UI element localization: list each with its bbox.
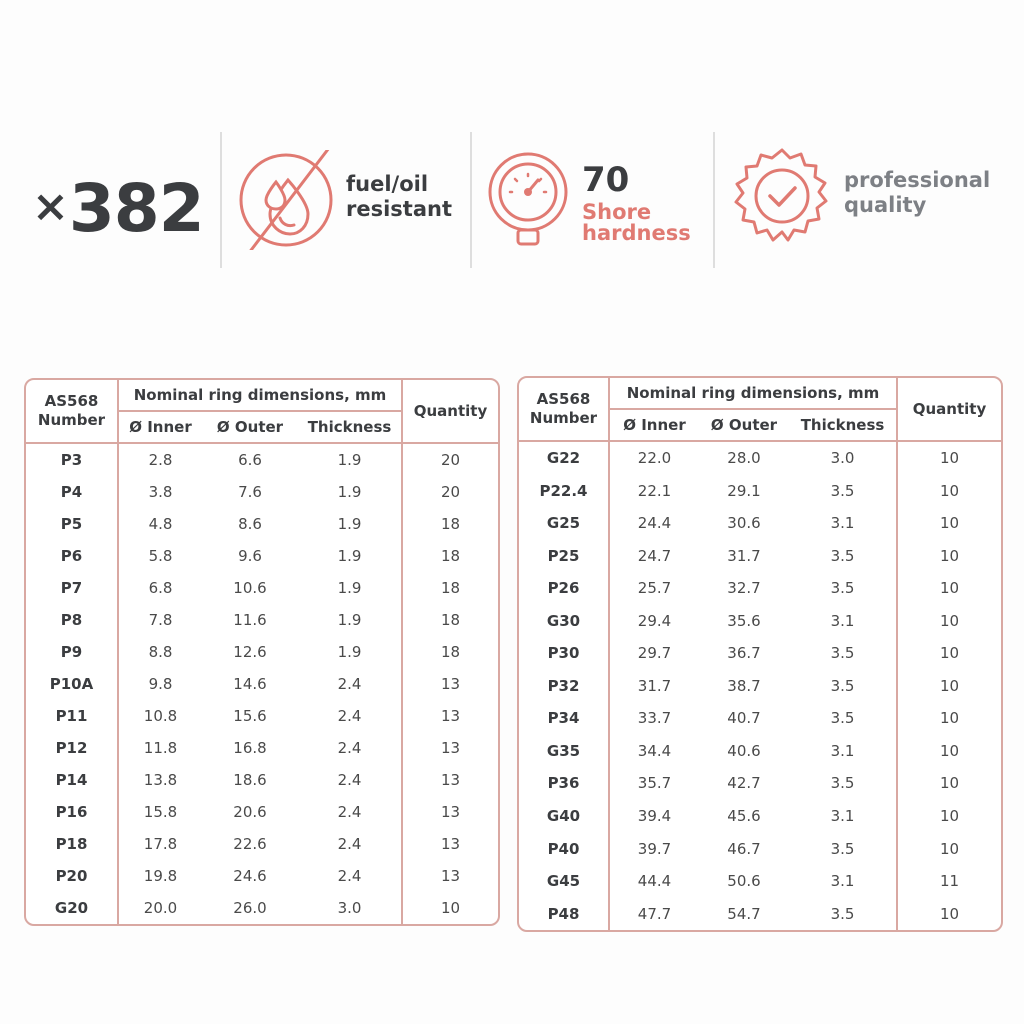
- piece-count: [32, 170, 204, 247]
- as568-number-cell: P4: [26, 476, 118, 508]
- inner-diameter-cell: 31.7: [637, 676, 672, 695]
- table-row: [519, 507, 1001, 540]
- inner-diameter-cell: 15.8: [143, 802, 178, 821]
- fuel-line1: fuel/oil: [346, 172, 429, 196]
- quantity-cell: 13: [440, 770, 461, 789]
- outer-diameter-cell: 31.7: [727, 546, 761, 565]
- outer-diameter-cell: 15.6: [233, 706, 267, 725]
- as568-number-cell: P22.4: [519, 475, 609, 508]
- inner-diameter-cell: 6.8: [148, 578, 173, 597]
- outer-diameter-cell: 26.0: [233, 898, 267, 917]
- inner-diameter-cell: 47.7: [637, 904, 672, 923]
- thickness-cell: 3.5: [789, 702, 897, 735]
- inner-diameter-cell: 4.8: [148, 514, 173, 533]
- thickness-cell: 1.9: [298, 476, 402, 508]
- table-row: [26, 476, 498, 508]
- thickness-cell: 1.9: [298, 636, 402, 668]
- quantity-cell: 10: [939, 611, 960, 630]
- table-row: [519, 605, 1001, 638]
- table-row: [26, 668, 498, 700]
- header-thickness: Thickness: [789, 409, 897, 441]
- outer-diameter-cell: 12.6: [233, 642, 267, 661]
- table-row: [26, 796, 498, 828]
- as568-number-cell: P36: [519, 767, 609, 800]
- quantity-cell: 10: [939, 514, 960, 533]
- table-row: [519, 572, 1001, 605]
- outer-diameter-cell: 38.7: [727, 676, 761, 695]
- header-inner: Ø Inner: [118, 411, 202, 443]
- thickness-cell: 3.5: [789, 897, 897, 930]
- quantity-cell: 13: [440, 834, 461, 853]
- quantity-cell: 10: [939, 546, 960, 565]
- quantity-cell: 10: [939, 449, 960, 468]
- thickness-cell: 3.5: [789, 540, 897, 573]
- header-number: AS568 Number: [26, 380, 118, 443]
- quantity-cell: 10: [440, 898, 461, 917]
- table-row: [519, 540, 1001, 573]
- table-row: [26, 443, 498, 476]
- quantity-cell: 13: [440, 674, 461, 693]
- quantity-cell: 20: [440, 451, 461, 469]
- count-prefix: ×: [32, 181, 69, 232]
- left-dimensions-table: [24, 378, 500, 926]
- shore-value: 70: [582, 160, 630, 200]
- inner-diameter-cell: 22.0: [637, 449, 672, 468]
- as568-number-cell: P25: [519, 540, 609, 573]
- inner-diameter-cell: 39.4: [637, 806, 672, 825]
- as568-number-cell: P10A: [26, 668, 118, 700]
- as568-number-cell: P11: [26, 700, 118, 732]
- outer-diameter-cell: 46.7: [727, 839, 761, 858]
- outer-diameter-cell: 8.6: [238, 514, 262, 533]
- as568-number-cell: P3: [26, 443, 118, 476]
- thickness-cell: 2.4: [298, 860, 402, 892]
- header-outer: Ø Outer: [202, 411, 298, 443]
- quantity-cell: 13: [440, 866, 461, 885]
- left-table-body: [26, 443, 498, 924]
- shore-line2: hardness: [582, 221, 691, 245]
- quality-line2: quality: [844, 193, 927, 217]
- divider: [470, 132, 472, 268]
- count-value: 382: [68, 170, 204, 247]
- thickness-cell: 2.4: [298, 828, 402, 860]
- outer-diameter-cell: 54.7: [727, 904, 761, 923]
- as568-number-cell: P14: [26, 764, 118, 796]
- thickness-cell: 3.5: [789, 475, 897, 508]
- thickness-cell: 3.5: [789, 832, 897, 865]
- inner-diameter-cell: 25.7: [637, 579, 672, 598]
- quantity-cell: 10: [939, 579, 960, 598]
- quantity-cell: 10: [939, 904, 960, 923]
- outer-diameter-cell: 24.6: [233, 866, 267, 885]
- as568-number-cell: P48: [519, 897, 609, 930]
- table-row: [26, 860, 498, 892]
- inner-diameter-cell: 8.8: [148, 642, 173, 661]
- as568-number-cell: P30: [519, 637, 609, 670]
- thickness-cell: 1.9: [298, 604, 402, 636]
- quantity-cell: 13: [440, 738, 461, 757]
- outer-diameter-cell: 16.8: [233, 738, 267, 757]
- pressure-gauge-icon: [486, 150, 570, 250]
- quantity-cell: 10: [939, 774, 960, 793]
- quality-badge-icon: [730, 146, 834, 250]
- as568-number-cell: P16: [26, 796, 118, 828]
- thickness-cell: 3.1: [789, 605, 897, 638]
- header-dims: Nominal ring dimensions, mm: [118, 380, 402, 411]
- as568-number-cell: G45: [519, 865, 609, 898]
- thickness-cell: 3.5: [789, 670, 897, 703]
- outer-diameter-cell: 9.6: [238, 546, 262, 565]
- thickness-cell: 3.0: [789, 441, 897, 475]
- inner-diameter-cell: 29.4: [637, 611, 672, 630]
- quantity-cell: 11: [939, 872, 960, 891]
- as568-number-cell: P7: [26, 572, 118, 604]
- table-row: [519, 475, 1001, 508]
- table-row: [519, 735, 1001, 768]
- inner-diameter-cell: 11.8: [143, 738, 178, 757]
- quantity-cell: 20: [440, 483, 461, 501]
- as568-number-cell: P18: [26, 828, 118, 860]
- table-row: [26, 572, 498, 604]
- shore-label: [582, 202, 691, 244]
- thickness-cell: 3.1: [789, 735, 897, 768]
- as568-number-cell: P26: [519, 572, 609, 605]
- quantity-cell: 18: [440, 514, 461, 533]
- divider: [220, 132, 222, 268]
- as568-number-cell: P5: [26, 508, 118, 540]
- thickness-cell: 2.4: [298, 700, 402, 732]
- quantity-cell: 18: [440, 610, 461, 629]
- table-row: [26, 732, 498, 764]
- outer-diameter-cell: 7.6: [238, 483, 262, 501]
- as568-number-cell: P8: [26, 604, 118, 636]
- inner-diameter-cell: 35.7: [637, 774, 672, 793]
- thickness-cell: 1.9: [298, 508, 402, 540]
- inner-diameter-cell: 9.8: [148, 674, 173, 693]
- fuel-line2: resistant: [346, 197, 452, 221]
- inner-diameter-cell: 19.8: [143, 866, 178, 885]
- thickness-cell: 3.5: [789, 767, 897, 800]
- outer-diameter-cell: 18.6: [233, 770, 267, 789]
- quantity-cell: 10: [939, 709, 960, 728]
- quantity-cell: 18: [440, 546, 461, 565]
- table-row: [519, 832, 1001, 865]
- as568-number-cell: P34: [519, 702, 609, 735]
- thickness-cell: 3.1: [789, 865, 897, 898]
- inner-diameter-cell: 24.7: [637, 546, 672, 565]
- as568-number-cell: G20: [26, 892, 118, 924]
- header-quantity: Quantity: [402, 380, 498, 443]
- as568-number-cell: P9: [26, 636, 118, 668]
- inner-diameter-cell: 10.8: [143, 706, 178, 725]
- quantity-cell: 10: [939, 644, 960, 663]
- outer-diameter-cell: 22.6: [233, 834, 267, 853]
- quantity-cell: 10: [939, 741, 960, 760]
- table-row: [519, 637, 1001, 670]
- fuel-resistant-label: [346, 172, 452, 222]
- outer-diameter-cell: 36.7: [727, 644, 761, 663]
- as568-number-cell: G30: [519, 605, 609, 638]
- quantity-cell: 10: [939, 481, 960, 500]
- table-row: [26, 604, 498, 636]
- header-outer: Ø Outer: [699, 409, 789, 441]
- inner-diameter-cell: 39.7: [637, 839, 672, 858]
- table-row: [519, 702, 1001, 735]
- thickness-cell: 2.4: [298, 796, 402, 828]
- inner-diameter-cell: 22.1: [637, 481, 672, 500]
- outer-diameter-cell: 50.6: [727, 872, 761, 891]
- outer-diameter-cell: 40.6: [727, 741, 761, 760]
- quality-line1: professional: [844, 168, 991, 192]
- table-row: [519, 767, 1001, 800]
- table-row: [26, 764, 498, 796]
- inner-diameter-cell: 29.7: [637, 644, 672, 663]
- inner-diameter-cell: 2.8: [148, 451, 173, 469]
- as568-number-cell: G35: [519, 735, 609, 768]
- inner-diameter-cell: 5.8: [148, 546, 173, 565]
- as568-number-cell: G40: [519, 800, 609, 833]
- as568-number-cell: P40: [519, 832, 609, 865]
- thickness-cell: 1.9: [298, 540, 402, 572]
- table-row: [519, 865, 1001, 898]
- quantity-cell: 13: [440, 706, 461, 725]
- feature-strip: [0, 130, 1024, 270]
- as568-number-cell: P32: [519, 670, 609, 703]
- header-dims: Nominal ring dimensions, mm: [609, 378, 897, 409]
- table-row: [519, 441, 1001, 475]
- inner-diameter-cell: 7.8: [148, 610, 173, 629]
- no-oil-drop-icon: [236, 150, 336, 250]
- thickness-cell: 2.4: [298, 668, 402, 700]
- table-row: [519, 897, 1001, 930]
- as568-number-cell: P12: [26, 732, 118, 764]
- thickness-cell: 1.9: [298, 443, 402, 476]
- thickness-cell: 1.9: [298, 572, 402, 604]
- as568-number-cell: G22: [519, 441, 609, 475]
- thickness-cell: 2.4: [298, 732, 402, 764]
- outer-diameter-cell: 29.1: [727, 481, 761, 500]
- as568-number-cell: P20: [26, 860, 118, 892]
- inner-diameter-cell: 3.8: [148, 483, 173, 501]
- quantity-cell: 18: [440, 642, 461, 661]
- table-row: [26, 700, 498, 732]
- thickness-cell: 3.0: [298, 892, 402, 924]
- inner-diameter-cell: 44.4: [637, 872, 672, 891]
- outer-diameter-cell: 30.6: [727, 514, 761, 533]
- thickness-cell: 2.4: [298, 764, 402, 796]
- inner-diameter-cell: 17.8: [143, 834, 178, 853]
- header-quantity: Quantity: [897, 378, 1001, 441]
- outer-diameter-cell: 45.6: [727, 806, 761, 825]
- quantity-cell: 10: [939, 806, 960, 825]
- thickness-cell: 3.1: [789, 507, 897, 540]
- header-inner: Ø Inner: [609, 409, 699, 441]
- thickness-cell: 3.5: [789, 572, 897, 605]
- right-dimensions-table: [517, 376, 1003, 932]
- inner-diameter-cell: 24.4: [637, 514, 672, 533]
- outer-diameter-cell: 35.6: [727, 611, 761, 630]
- as568-number-cell: G25: [519, 507, 609, 540]
- table-row: [26, 540, 498, 572]
- table-row: [519, 800, 1001, 833]
- thickness-cell: 3.1: [789, 800, 897, 833]
- table-row: [26, 636, 498, 668]
- table-row: [26, 892, 498, 924]
- quantity-cell: 10: [939, 676, 960, 695]
- quality-label: [844, 168, 990, 218]
- table-row: [26, 828, 498, 860]
- as568-number-cell: P6: [26, 540, 118, 572]
- divider: [713, 132, 715, 268]
- outer-diameter-cell: 40.7: [727, 709, 761, 728]
- outer-diameter-cell: 14.6: [233, 674, 267, 693]
- right-table-body: [519, 441, 1001, 930]
- header-number: AS568 Number: [519, 378, 609, 441]
- outer-diameter-cell: 32.7: [727, 579, 761, 598]
- inner-diameter-cell: 33.7: [637, 709, 672, 728]
- outer-diameter-cell: 20.6: [233, 802, 267, 821]
- outer-diameter-cell: 10.6: [233, 578, 267, 597]
- shore-line1: Shore: [582, 200, 652, 224]
- inner-diameter-cell: 34.4: [637, 741, 672, 760]
- quantity-cell: 13: [440, 802, 461, 821]
- thickness-cell: 3.5: [789, 637, 897, 670]
- quantity-cell: 18: [440, 578, 461, 597]
- inner-diameter-cell: 20.0: [143, 898, 178, 917]
- inner-diameter-cell: 13.8: [143, 770, 178, 789]
- table-row: [519, 670, 1001, 703]
- outer-diameter-cell: 42.7: [727, 774, 761, 793]
- outer-diameter-cell: 6.6: [238, 451, 262, 469]
- header-thickness: Thickness: [298, 411, 402, 443]
- quantity-cell: 10: [939, 839, 960, 858]
- outer-diameter-cell: 11.6: [233, 610, 267, 629]
- table-row: [26, 508, 498, 540]
- outer-diameter-cell: 28.0: [727, 449, 761, 468]
